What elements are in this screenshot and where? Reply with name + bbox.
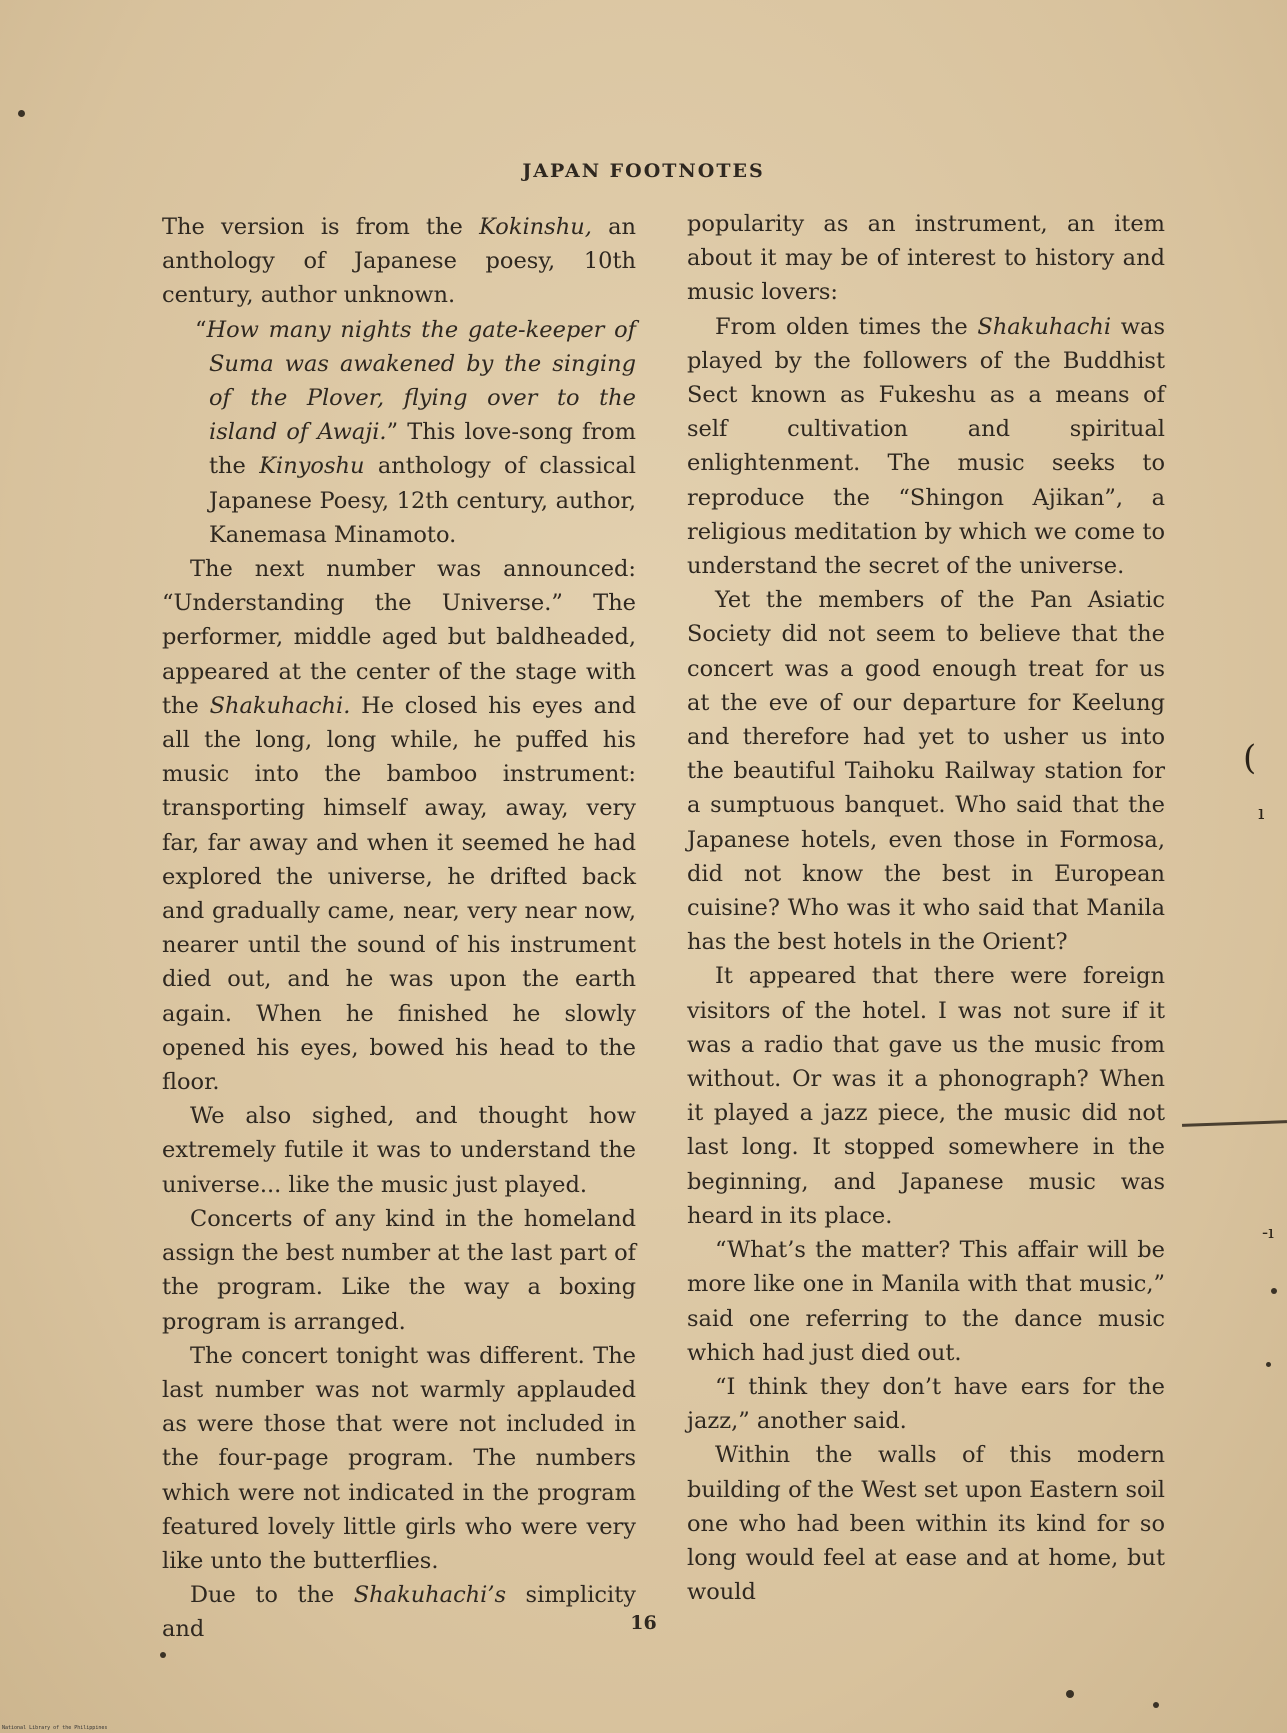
right_column-paragraph: It appeared that there were foreign visitors of the hotel. I was not sure if it was a radio that gave us the music from without. Or was it a phonograph? When it played a jazz piece, the music did not last long. It stopped somewhere in the beginning, and Japanese music was heard in its place.: [687, 963, 1165, 1229]
left_column-paragraph: The version is from the Kokinshu, an anthology of Japanese poesy, 10th century, author unknown.: [162, 214, 636, 309]
right_column-paragraph: “What’s the matter? This affair will be more like one in Manila with that music,” said one referring to the dance music which had just died out.: [687, 1237, 1165, 1366]
right_column-paragraph: Yet the members of the Pan Asiatic Society did not seem to believe that the concert was a good enough treat for us at the eve of our departure for Keelung and therefore had yet to usher us into the beautiful Taihoku Railway station for a sumptuous banquet. Who said that the Japanese hotels, even those in Formosa, did not know the best in European cuisine? Who was it who said that Manila has the best hotels in the Orient?: [687, 587, 1165, 956]
margin-mark: (: [1243, 738, 1257, 778]
right_column-paragraph: “I think they don’t have ears for the jazz,” another said.: [687, 1373, 1165, 1435]
left_column-paragraph: We also sighed, and thought how extremely futile it was to understand the universe... like the music just played.: [162, 1103, 636, 1198]
margin-mark: ı: [1258, 800, 1265, 824]
left_column-paragraph: Due to the Shakuhachi’s simplicity and: [162, 1582, 636, 1643]
right_column-paragraph: From olden times the Shakuhachi was played by the followers of the Buddhist Sect known as Fukeshu as a means of self cultivation and spiritual enlightenment. The music seeks to reproduce the “Shingon Ajikan”, a religious meditation by which we come to understand the secret of the universe.: [687, 313, 1165, 580]
paper-speck: [1153, 1702, 1159, 1708]
right_column-paragraph: Within the walls of this modern building of the West set upon Eastern soil one who had been within its kind for so long would feel at ease and at home, but would: [687, 1442, 1165, 1606]
paper-speck: [160, 1652, 166, 1658]
paper-speck: [18, 110, 25, 117]
left_column-paragraph: The concert tonight was different. The last number was not warmly applauded as were those that were not included in the four-page program. The numbers which were not indicated in the program featured lovely little girls who were very like unto the butterflies.: [162, 1342, 636, 1574]
left_column-paragraph: The next number was announced: “Understanding the Universe.” The performer, middle aged but baldheaded, appeared at the center of the stage with the Shakuhachi. He closed his eyes and all the long, long while, he puffed his music into the bamboo instrument: transporting himself away, away, very far, far away and when it seemed he had explored the universe, he drifted back and gradually came, near, very near now, nearer until the sound of his instrument died out, and he was upon the earth again. When he finished he slowly opened his eyes, bowed his head to the floor.: [162, 556, 636, 1096]
paper-speck: [1271, 1288, 1277, 1294]
left-column: [162, 210, 636, 1647]
paper-speck: [1066, 1690, 1074, 1698]
library-footer: National Library of the Philippines: [2, 1725, 108, 1731]
paper-speck: [1266, 1362, 1271, 1367]
left_column-paragraph: “How many nights the gate-keeper of Suma was awakened by the singing of the Plover, flying over to the island of Awaji.” This love-song from the Kinyoshu anthology of classical Japanese Poesy, 12th century, author, Kanemasa Minamoto.: [195, 316, 636, 548]
pencil-stroke: [1182, 1120, 1287, 1127]
right_column-paragraph: popularity as an instrument, an item about it may be of interest to history and music lovers:: [687, 211, 1165, 306]
margin-mark: -ı: [1262, 1222, 1274, 1243]
left_column-paragraph: Concerts of any kind in the homeland assign the best number at the last part of the program. Like the way a boxing program is arranged.: [162, 1205, 636, 1335]
right-column: [687, 207, 1165, 1609]
running-header: JAPAN FOOTNOTES: [522, 160, 765, 182]
page-number: 16: [630, 1612, 657, 1634]
